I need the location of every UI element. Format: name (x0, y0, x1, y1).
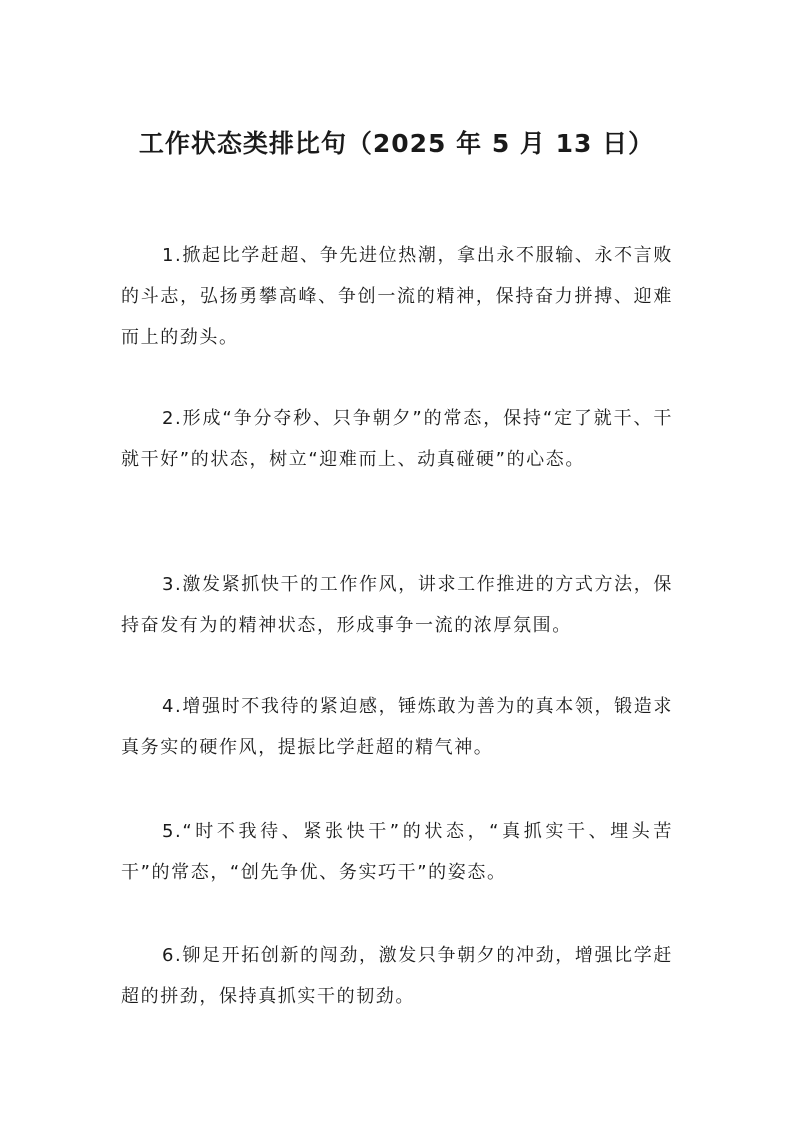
paragraph-6: 6.铆足开拓创新的闯劲，激发只争朝夕的冲劲，增强比学赶超的拼劲，保持真抓实干的韧劲。 (121, 945, 673, 1007)
paragraph-2: 2.形成“争分夺秒、只争朝夕”的常态，保持“定了就干、干就干好”的状态，树立“迎难而上、动真碰硬”的心态。 (121, 408, 673, 470)
paragraph-1: 1.掀起比学赶超、争先进位热潮，拿出永不服输、永不言败的斗志，弘扬勇攀高峰、争创一流的精神，保持奋力拼搏、迎难而上的劲头。 (121, 245, 673, 348)
paragraph-4: 4.增强时不我待的紧迫感，锤炼敢为善为的真本领，锻造求真务实的硬作风，提振比学赶超的精气神。 (121, 696, 673, 758)
paragraph-5: 5.“时不我待、紧张快干”的状态，“真抓实干、埋头苦干”的常态，“创先争优、务实巧干”的姿态。 (121, 821, 673, 883)
document-title: 工作状态类排比句（2025 年 5 月 13 日） (138, 129, 655, 158)
paragraph-3: 3.激发紧抓快干的工作作风，讲求工作推进的方式方法，保持奋发有为的精神状态，形成事争一流的浓厚氛围。 (121, 574, 673, 636)
